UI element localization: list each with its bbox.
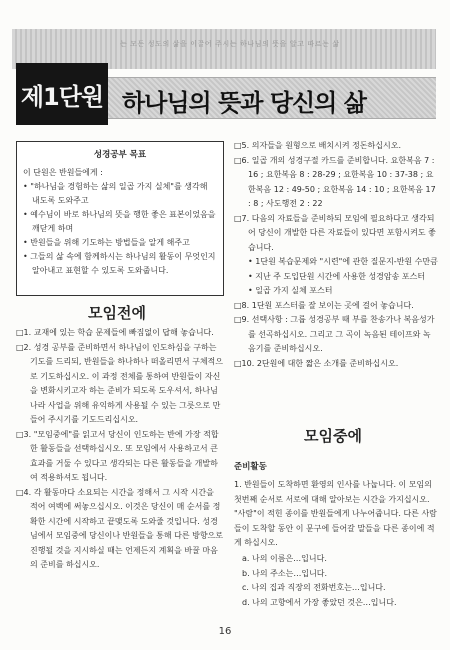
checklist-item[interactable]: □8. 1단원 포스터를 잘 보이는 곳에 걸어 놓습니다. xyxy=(234,300,414,310)
warmup-paragraph: 1. 반원들이 도착하면 환영의 인사를 나눕니다. 이 모임의 첫번째 순서로 서로에 대해 알아보는 시간을 가지십시오. "사람"이 적힌 종이를 반원들에게 나누어줍니다. 다른 사람들이 도착할 동안 이 문구에 들어갈 말들을 다른 종이에 적게 하십시오. xyxy=(234,480,437,547)
checklist-item[interactable]: □10. 2단원에 대한 짧은 소개를 준비하십시오. xyxy=(234,358,399,368)
prompt-line: c. 나의 집과 직장의 전화번호는…입니다. xyxy=(242,583,386,592)
checklist-item[interactable]: □9. 선택사항 : 그룹 성경공부 때 부를 찬송가나 복음성가를 선곡하십시오. 그리고 그 곡이 녹음된 테이프와 녹음기를 준비하십시오. xyxy=(234,315,435,353)
prompt-line: d. 나의 고향에서 가장 좋았던 것은…입니다. xyxy=(242,597,397,607)
checklist-item[interactable]: □2. 성경 공부를 준비하면서 하나님이 인도하심을 구하는 기도를 드리되, 반원들을 하나하나 떠올리면서 구체적으로 기도하십시오. 이 과정 전체를 통하여 반원들이 자신을 변화시키고자 하는 준비가 되도록 도우셔서, 하나님 나라 사업을 위해 유익하게 사용될 수 있는 그릇으로 만들어 주시기를 기도드리십시오. xyxy=(16,342,223,424)
unit-label: 제1단원 xyxy=(16,63,108,125)
material-item: • 일곱 가지 실체 포스터 xyxy=(248,286,333,295)
prep-checklist-continued xyxy=(234,139,438,371)
checklist-item[interactable]: □5. 의자들을 원형으로 배치시켜 정돈하십시오. xyxy=(234,141,402,150)
material-item: • 지난 주 도입단원 시간에 사용한 성경암송 포스터 xyxy=(248,271,426,281)
study-goals-box xyxy=(16,141,224,296)
material-item: • 1단원 복습문제와 "시련"에 관한 질문지-반원 수만큼 xyxy=(248,257,438,266)
checklist-item[interactable]: □4. 각 활동마다 소요되는 시간을 정해서 그 시작 시간을 적어 여백에 써놓으십시오. 이것은 당신이 매 순서를 정확한 시간에 시작하고 끝맺도록 도와줄 것입니다. 성경님에서 모임중에 당신이나 반원들을 통해 다른 방향으로 진행될 것을 지시하실 때는 언제든지 계획을 바꿀 마음의 준비를 하십시오. xyxy=(16,487,223,569)
goal-item: • 예수님이 바로 하나님의 뜻을 행한 좋은 표본이었음을 깨닫게 하며 xyxy=(23,210,216,233)
study-goals-intro: 이 단원은 반원들에게 : xyxy=(23,168,103,177)
goal-item: • 반원들을 위해 기도하는 방법들을 알게 해주고 xyxy=(23,238,190,247)
unit-header xyxy=(12,29,436,125)
study-goals-list xyxy=(23,180,217,278)
goal-item: • "하나님을 경험하는 삶의 일곱 가지 실체"를 생각해 내도록 도와주고 xyxy=(23,182,208,205)
prompt-line: a. 나의 이름은…입니다. xyxy=(242,554,327,563)
checklist-item[interactable]: □1. 교재에 있는 학습 문제들에 빠짐없이 답해 놓습니다. xyxy=(16,328,214,337)
before-meeting-checklist xyxy=(16,326,224,573)
unit-title: 하나님의 뜻과 당신의 삶 xyxy=(122,89,366,117)
study-goals-title: 성경공부 목표 xyxy=(93,150,147,160)
warmup-subhead: 준비활동 xyxy=(234,462,267,472)
checklist-item[interactable]: □6. 일곱 개의 성경구절 카드를 준비합니다. 요한복음 7 : 16 ; 요한복음 8 : 28-29 ; 요한복음 10 : 37-38 ; 요한복음 12 : 49-50 ; 요한복음 14 : 10 ; 요한복음 17 : 8 ; 사도행전 2 : 22 xyxy=(234,155,436,208)
goal-item: • 그들의 삶 속에 함께하시는 하나님의 활동이 무엇인지 알아내고 표현할 수 있도록 도와줍니다. xyxy=(23,252,216,275)
header-strip-text: 는 모든 성도의 삶을 이끌어 주시는 하나님의 뜻을 알고 따르는 삶 xyxy=(120,40,340,48)
during-meeting-title: 모임중에 xyxy=(304,427,362,445)
intro-prompt-lines xyxy=(242,552,438,610)
prompt-line: b. 나의 주소는…입니다. xyxy=(242,568,328,578)
before-meeting-title: 모임전에 xyxy=(88,304,146,322)
page-number: 16 xyxy=(218,626,232,637)
checklist-item[interactable]: □7. 다음의 자료들을 준비하되 모임에 필요하다고 생각되어 당신이 개발한 다른 자료들이 있다면 포함시켜도 좋습니다. xyxy=(234,213,436,252)
title-band xyxy=(108,77,436,119)
checklist-item[interactable]: □3. "모임중에"를 읽고서 당신이 인도하는 반에 가장 적합한 활동들을 선택하십시오. 또 모임에서 사용하고서 큰 효과를 거둘 수 있다고 생각되는 다른 활동들을 개발하여 적용하셔도 됩니다. xyxy=(16,429,219,482)
